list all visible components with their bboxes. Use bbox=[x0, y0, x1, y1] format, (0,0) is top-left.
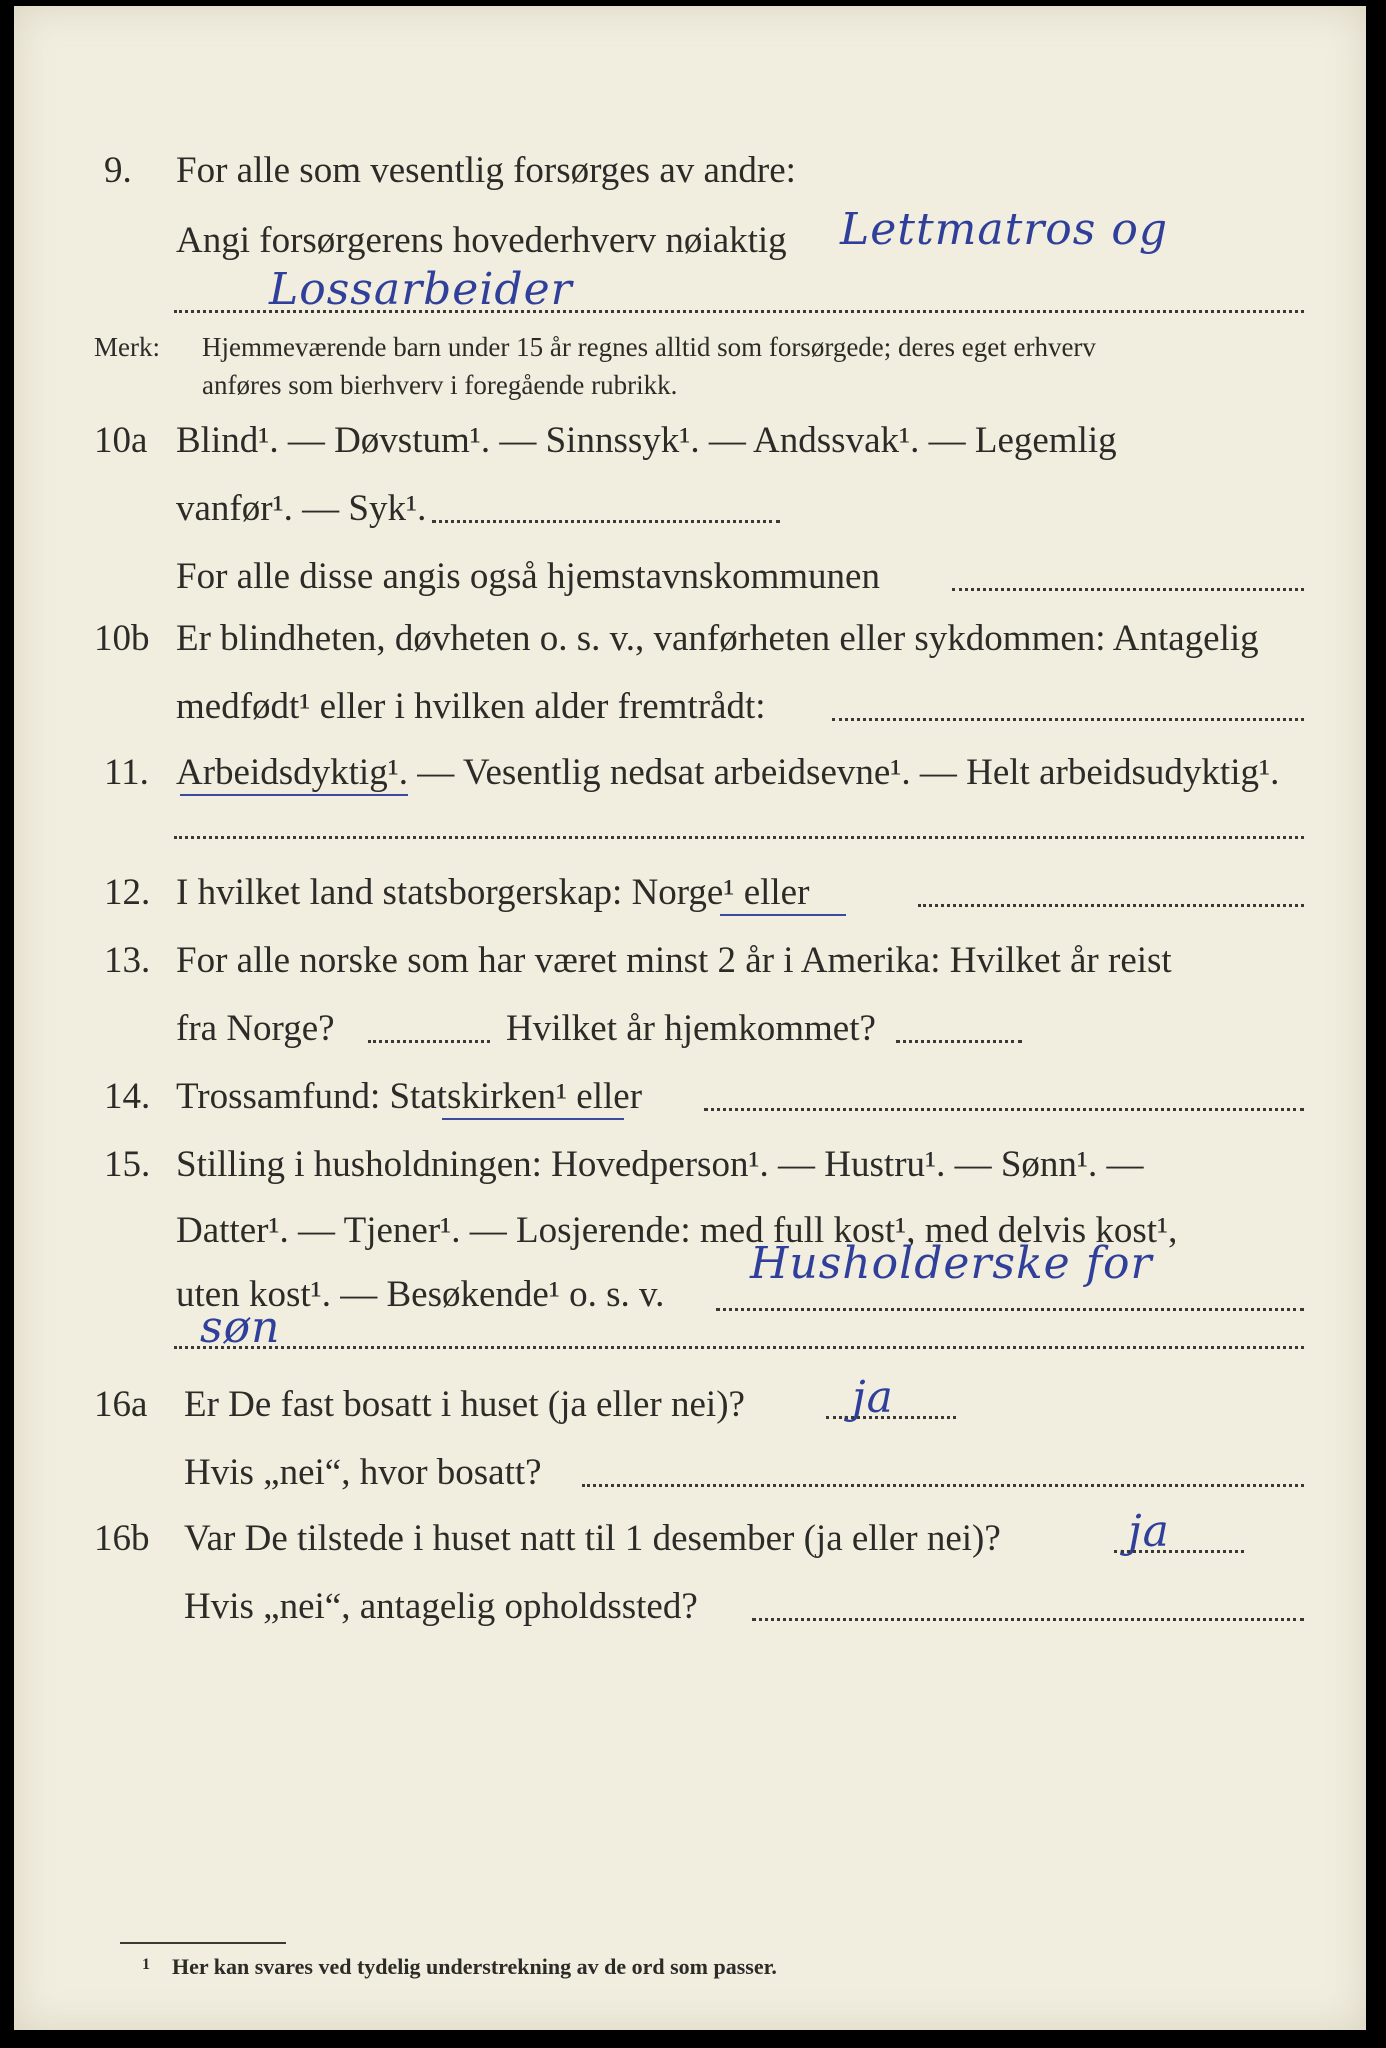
q13-reist-question: fra Norge? bbox=[176, 1008, 335, 1049]
q10b-question: Er blindheten, døvheten o. s. v., vanførheten eller sykdommen: Antagelig bbox=[176, 618, 1259, 659]
q11-question: Arbeidsdyktig¹. — Vesentlig nedsat arbeidsevne¹. — Helt arbeidsudyktig¹. bbox=[176, 752, 1280, 793]
q12-norge-underline bbox=[720, 914, 846, 916]
q10a-hjemstavn-question: For alle disse angis også hjemstavnskommunen bbox=[176, 556, 880, 597]
q12-number: 12. bbox=[104, 872, 151, 913]
q10b-dotline bbox=[832, 718, 1304, 721]
q9-answer-dotline bbox=[174, 310, 1304, 313]
q10a-line1 bbox=[14, 416, 1366, 468]
q12-line1 bbox=[14, 868, 1366, 920]
q10a-line2 bbox=[14, 484, 1366, 536]
q10a-syk-dotline bbox=[432, 520, 780, 523]
q15-dotline-1 bbox=[716, 1308, 1304, 1311]
q11-arbeidsdyktig-underline bbox=[180, 794, 408, 796]
q10a-question: Blind¹. — Døvstum¹. — Sinnssyk¹. — Andssvak¹. — Legemlig bbox=[176, 420, 1117, 461]
q14-dotline bbox=[704, 1108, 1304, 1111]
q14-line1 bbox=[14, 1072, 1366, 1124]
q16a-handwritten-answer: ja bbox=[852, 1372, 894, 1423]
q9-line1 bbox=[14, 146, 1366, 198]
q13-hjemkommet-question: Hvilket år hjemkommet? bbox=[506, 1008, 876, 1049]
q13-line1 bbox=[14, 936, 1366, 988]
footnote-rule bbox=[120, 1942, 286, 1944]
q11-number: 11. bbox=[104, 752, 149, 793]
q9-number: 9. bbox=[104, 150, 132, 191]
q15-question-cont: Datter¹. — Tjener¹. — Losjerende: med full kost¹, med delvis kost¹, bbox=[176, 1210, 1178, 1251]
q14-question: Trossamfund: Statskirken¹ eller bbox=[176, 1076, 643, 1117]
q16b-nei-question: Hvis „nei“, antagelig opholdssted? bbox=[184, 1586, 698, 1627]
q13-number: 13. bbox=[104, 940, 151, 981]
q16a-nei-question: Hvis „nei“, hvor bosatt? bbox=[184, 1452, 542, 1493]
q16b-number: 16b bbox=[94, 1518, 150, 1559]
q10b-number: 10b bbox=[94, 618, 150, 659]
q16b-line2 bbox=[14, 1582, 1366, 1634]
q15-number: 15. bbox=[104, 1144, 151, 1185]
q16a-line2 bbox=[14, 1448, 1366, 1500]
q13-question: For alle norske som har været minst 2 år i Amerika: Hvilket år reist bbox=[176, 940, 1172, 981]
merk-line2: anføres som bierhverv i foregående rubrikk. bbox=[202, 370, 678, 400]
q15-besokende-question: uten kost¹. — Besøkende¹ o. s. v. bbox=[176, 1274, 665, 1315]
q16b-handwritten-answer: ja bbox=[1128, 1506, 1170, 1557]
q16a-number: 16a bbox=[94, 1384, 148, 1425]
q16b-question: Var De tilstede i huset natt til 1 desember (ja eller nei)? bbox=[184, 1518, 1001, 1559]
q10a-question-cont: vanfør¹. — Syk¹. bbox=[176, 488, 427, 529]
q15-line1 bbox=[14, 1140, 1366, 1192]
q10b-line1 bbox=[14, 614, 1366, 666]
q10a-number: 10a bbox=[94, 420, 148, 461]
q15-question: Stilling i husholdningen: Hovedperson¹. — Hustru¹. — Sønn¹. — bbox=[176, 1144, 1144, 1185]
q16a-dotline bbox=[826, 1416, 956, 1419]
q15-line2 bbox=[14, 1206, 1366, 1258]
q10a-hjemstavn-dotline bbox=[952, 588, 1304, 591]
q11-line1 bbox=[14, 748, 1366, 800]
q9-question-cont: Angi forsørgerens hovederhverv nøiaktig bbox=[176, 220, 787, 261]
q15-dotline-2 bbox=[174, 1346, 1304, 1349]
q15-handwritten-answer-1: Husholderske for bbox=[750, 1238, 1153, 1289]
q12-dotline bbox=[918, 904, 1304, 907]
q15-handwritten-answer-2: søn bbox=[200, 1302, 281, 1353]
q16a-nei-dotline bbox=[582, 1484, 1304, 1487]
q12-question: I hvilket land statsborgerskap: Norge¹ eller bbox=[176, 872, 810, 913]
q13-line2 bbox=[14, 1004, 1366, 1056]
q16b-dotline bbox=[1114, 1550, 1244, 1553]
q9-question: For alle som vesentlig forsørges av andre: bbox=[176, 150, 796, 191]
q9-handwritten-answer-2: Lossarbeider bbox=[269, 264, 573, 315]
footnote-text: Her kan svares ved tydelig understrekning av de ord som passer. bbox=[172, 1954, 777, 1979]
q16a-question: Er De fast bosatt i huset (ja eller nei)? bbox=[184, 1384, 745, 1425]
q16a-line1 bbox=[14, 1380, 1366, 1432]
q14-statskirken-underline bbox=[442, 1118, 624, 1120]
footnote-marker: 1 bbox=[142, 1956, 150, 1973]
q10a-line3 bbox=[14, 552, 1366, 604]
q10b-question-cont: medfødt¹ eller i hvilken alder fremtrådt: bbox=[176, 686, 766, 727]
q9-handwritten-answer-1: Lettmatros og bbox=[840, 204, 1169, 255]
q16b-nei-dotline bbox=[752, 1618, 1304, 1621]
merk-line1: Hjemmeværende barn under 15 år regnes alltid som forsørgede; deres eget erhverv bbox=[202, 332, 1096, 362]
merk-label: Merk: bbox=[94, 332, 160, 362]
q10b-line2 bbox=[14, 682, 1366, 734]
q13-reist-dotline bbox=[368, 1040, 490, 1043]
q11-dotline bbox=[174, 836, 1304, 839]
q13-hjemkommet-dotline bbox=[896, 1040, 1022, 1043]
census-form-page bbox=[14, 6, 1366, 2030]
q14-number: 14. bbox=[104, 1076, 151, 1117]
